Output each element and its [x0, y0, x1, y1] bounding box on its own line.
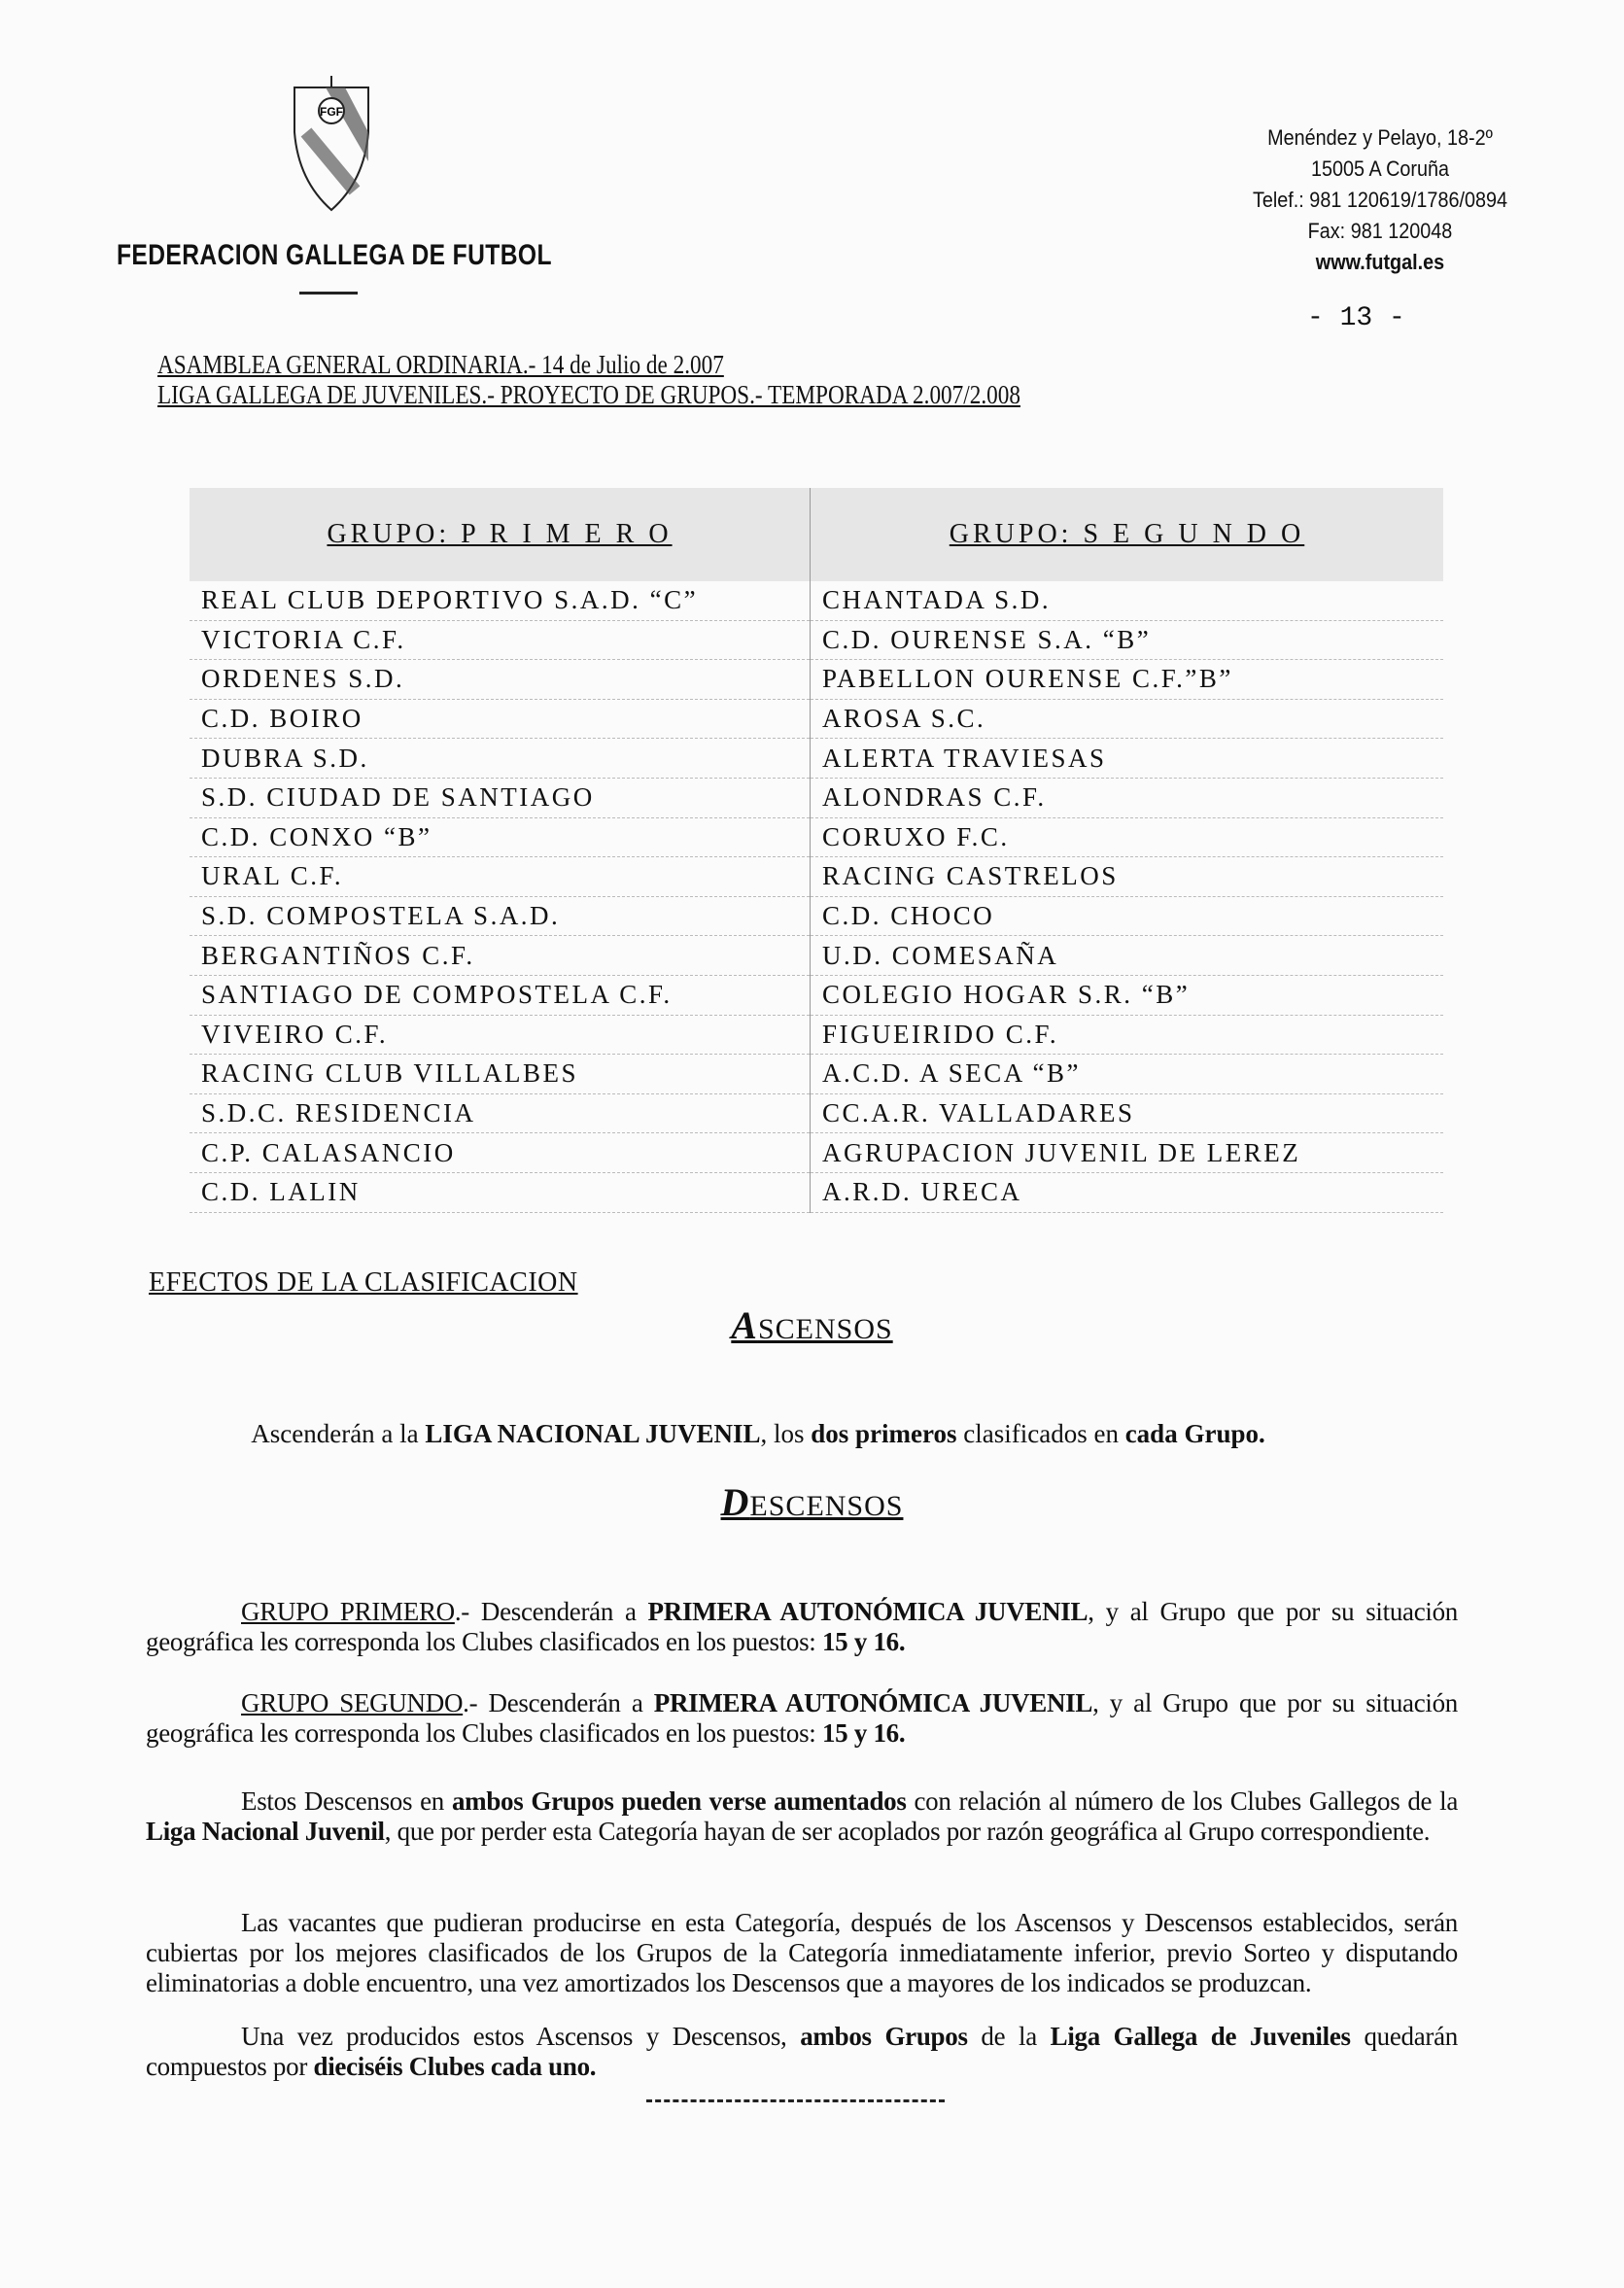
club-grupo-segundo: AROSA S.C. — [811, 699, 1444, 739]
club-grupo-segundo: A.C.D. A SECA “B” — [811, 1055, 1444, 1094]
text: , y al Grupo que por su situación geográfica les corresponda los Clubes clasificados en los puestos: — [146, 1688, 1459, 1748]
table-row — [190, 1133, 1443, 1173]
club-grupo-segundo: COLEGIO HOGAR S.R. “B” — [811, 975, 1444, 1015]
club-grupo-segundo: CORUXO F.C. — [811, 817, 1444, 857]
ascensos-text — [0, 1419, 1516, 1449]
text: Estos Descensos en — [241, 1786, 452, 1816]
federation-logo — [287, 74, 376, 214]
club-grupo-primero: VICTORIA C.F. — [190, 620, 811, 660]
text: Liga Nacional Juvenil — [146, 1817, 385, 1846]
website-link[interactable]: www.futgal.es — [1315, 250, 1445, 274]
text: de la — [967, 2022, 1051, 2051]
text: .- Descenderán a — [463, 1688, 654, 1717]
club-grupo-primero: BERGANTIÑOS C.F. — [190, 936, 811, 976]
club-grupo-segundo: U.D. COMESAÑA — [811, 936, 1444, 976]
heading-text: SCENSOS — [757, 1313, 893, 1345]
text: Una vez producidos estos Ascensos y Descensos, — [241, 2022, 801, 2051]
club-grupo-primero: C.D. CONXO “B” — [190, 817, 811, 857]
text: PRIMERA AUTONÓMICA JUVENIL — [653, 1688, 1093, 1717]
document-titles — [157, 350, 1020, 410]
table-row — [190, 699, 1443, 739]
club-grupo-segundo: A.R.D. URECA — [811, 1172, 1444, 1212]
header-grupo-segundo: GRUPO: S E G U N D O — [811, 488, 1444, 581]
table-row — [190, 660, 1443, 700]
drop-cap: A — [731, 1303, 758, 1347]
address-line: Menéndez y Pelayo, 18-2º — [1267, 125, 1493, 150]
descensos-heading — [0, 1479, 1624, 1525]
club-grupo-primero: S.D. CIUDAD DE SANTIAGO — [190, 778, 811, 817]
text: cada Grupo. — [1124, 1419, 1265, 1448]
text: , que por perder esta Categoría hayan de ser acoplados por razón geográfica al Grupo correspondiente. — [384, 1817, 1431, 1846]
club-grupo-primero: C.D. BOIRO — [190, 699, 811, 739]
club-grupo-primero: C.P. CALASANCIO — [190, 1133, 811, 1173]
title-line-2: LIGA GALLEGA DE JUVENILES.- PROYECTO DE GRUPOS.- TEMPORADA 2.007/2.008 — [157, 380, 1020, 409]
table-row — [190, 857, 1443, 897]
ascensos-heading — [0, 1302, 1624, 1348]
text: dos primeros — [811, 1419, 957, 1448]
club-grupo-segundo: CHANTADA S.D. — [811, 581, 1444, 620]
text: .- Descenderán a — [454, 1597, 648, 1626]
club-grupo-primero: S.D.C. RESIDENCIA — [190, 1093, 811, 1133]
club-grupo-primero: REAL CLUB DEPORTIVO S.A.D. “C” — [190, 581, 811, 620]
table-row — [190, 896, 1443, 936]
club-grupo-primero: RACING CLUB VILLALBES — [190, 1055, 811, 1094]
club-grupo-primero: S.D. COMPOSTELA S.A.D. — [190, 896, 811, 936]
text: ambos Grupos pueden verse aumentados — [451, 1786, 907, 1816]
paragraph-composicion — [146, 2022, 1458, 2082]
club-grupo-segundo: C.D. OURENSE S.A. “B” — [811, 620, 1444, 660]
address-line: 15005 A Coruña — [1310, 156, 1450, 181]
club-grupo-primero: ORDENES S.D. — [190, 660, 811, 700]
page-number: - 13 - — [1307, 303, 1405, 333]
text: PRIMERA AUTONÓMICA JUVENIL — [647, 1597, 1088, 1626]
text: con relación al número de los Clubes Gallegos de la — [906, 1786, 1459, 1816]
club-grupo-segundo: FIGUEIRIDO C.F. — [811, 1015, 1444, 1055]
text: Ascenderán a la — [251, 1419, 426, 1448]
paragraph-aumento-descensos — [146, 1786, 1458, 1847]
text: GRUPO PRIMERO — [241, 1597, 455, 1626]
paragraph-grupo-primero — [146, 1597, 1458, 1657]
text: ambos Grupos — [800, 2022, 968, 2051]
text: quedarán compuestos por — [146, 2022, 1458, 2081]
table-row — [190, 975, 1443, 1015]
club-grupo-segundo: ALONDRAS C.F. — [811, 778, 1444, 817]
club-grupo-primero: C.D. LALIN — [190, 1172, 811, 1212]
table-row — [190, 936, 1443, 976]
table-row — [190, 581, 1443, 620]
club-grupo-primero: URAL C.F. — [190, 857, 811, 897]
title-line-1: ASAMBLEA GENERAL ORDINARIA.- 14 de Julio de 2.007 — [157, 350, 724, 379]
paragraph-vacantes — [146, 1908, 1458, 1998]
club-grupo-segundo: C.D. CHOCO — [811, 896, 1444, 936]
table-row — [190, 1093, 1443, 1133]
table-row — [190, 778, 1443, 817]
groups-table — [190, 488, 1443, 1213]
text: Las vacantes que pudieran producirse en esta Categoría, después de los Ascensos y Descensos establecidos, serán cubiertas por los mejores clasificados de los Grupos de la Categoría inmediatamente inferior, previo Sorteo y disputando eliminatorias a doble encuentro, una vez amortizados los Descensos que a mayores de los indicados se produzcan. — [146, 1908, 1458, 1997]
drop-cap: D — [720, 1480, 750, 1524]
header-grupo-primero: GRUPO: P R I M E R O — [190, 488, 811, 581]
table-row — [190, 739, 1443, 779]
text: , y al Grupo que por su situación geográfica les corresponda los Clubes clasificados en los puestos: — [146, 1597, 1458, 1656]
end-divider — [646, 2099, 945, 2102]
text: 15 y 16. — [821, 1627, 906, 1656]
club-grupo-primero: DUBRA S.D. — [190, 739, 811, 779]
club-grupo-segundo: CC.A.R. VALLADARES — [811, 1093, 1444, 1133]
text: 15 y 16. — [821, 1718, 906, 1748]
svg-text:FGF: FGF — [320, 105, 343, 119]
club-grupo-primero: SANTIAGO DE COMPOSTELA C.F. — [190, 975, 811, 1015]
table-row — [190, 1172, 1443, 1212]
heading-text: ESCENSOS — [749, 1490, 904, 1522]
organization-name: FEDERACION GALLEGA DE FUTBOL — [117, 239, 552, 271]
club-grupo-segundo: AGRUPACION JUVENIL DE LEREZ — [811, 1133, 1444, 1173]
table-row — [190, 1055, 1443, 1094]
phone: Telef.: 981 120619/1786/0894 — [1252, 188, 1508, 212]
club-grupo-segundo: ALERTA TRAVIESAS — [811, 739, 1444, 779]
fax: Fax: 981 120048 — [1307, 219, 1453, 243]
text: clasificados en — [956, 1419, 1125, 1448]
paragraph-grupo-segundo — [146, 1688, 1458, 1749]
table-row — [190, 817, 1443, 857]
text: Liga Gallega de Juveniles — [1050, 2022, 1351, 2051]
divider — [299, 292, 358, 295]
text: LIGA NACIONAL JUVENIL — [425, 1419, 761, 1448]
table-row — [190, 1015, 1443, 1055]
table-row — [190, 620, 1443, 660]
text: , los — [760, 1419, 812, 1448]
text: dieciséis Clubes cada uno. — [313, 2052, 597, 2081]
club-grupo-segundo: RACING CASTRELOS — [811, 857, 1444, 897]
club-grupo-primero: VIVEIRO C.F. — [190, 1015, 811, 1055]
address-block — [1223, 122, 1538, 278]
club-grupo-segundo: PABELLON OURENSE C.F.”B” — [811, 660, 1444, 700]
section-title: EFECTOS DE LA CLASIFICACION — [149, 1267, 578, 1298]
text: GRUPO SEGUNDO — [241, 1688, 464, 1717]
